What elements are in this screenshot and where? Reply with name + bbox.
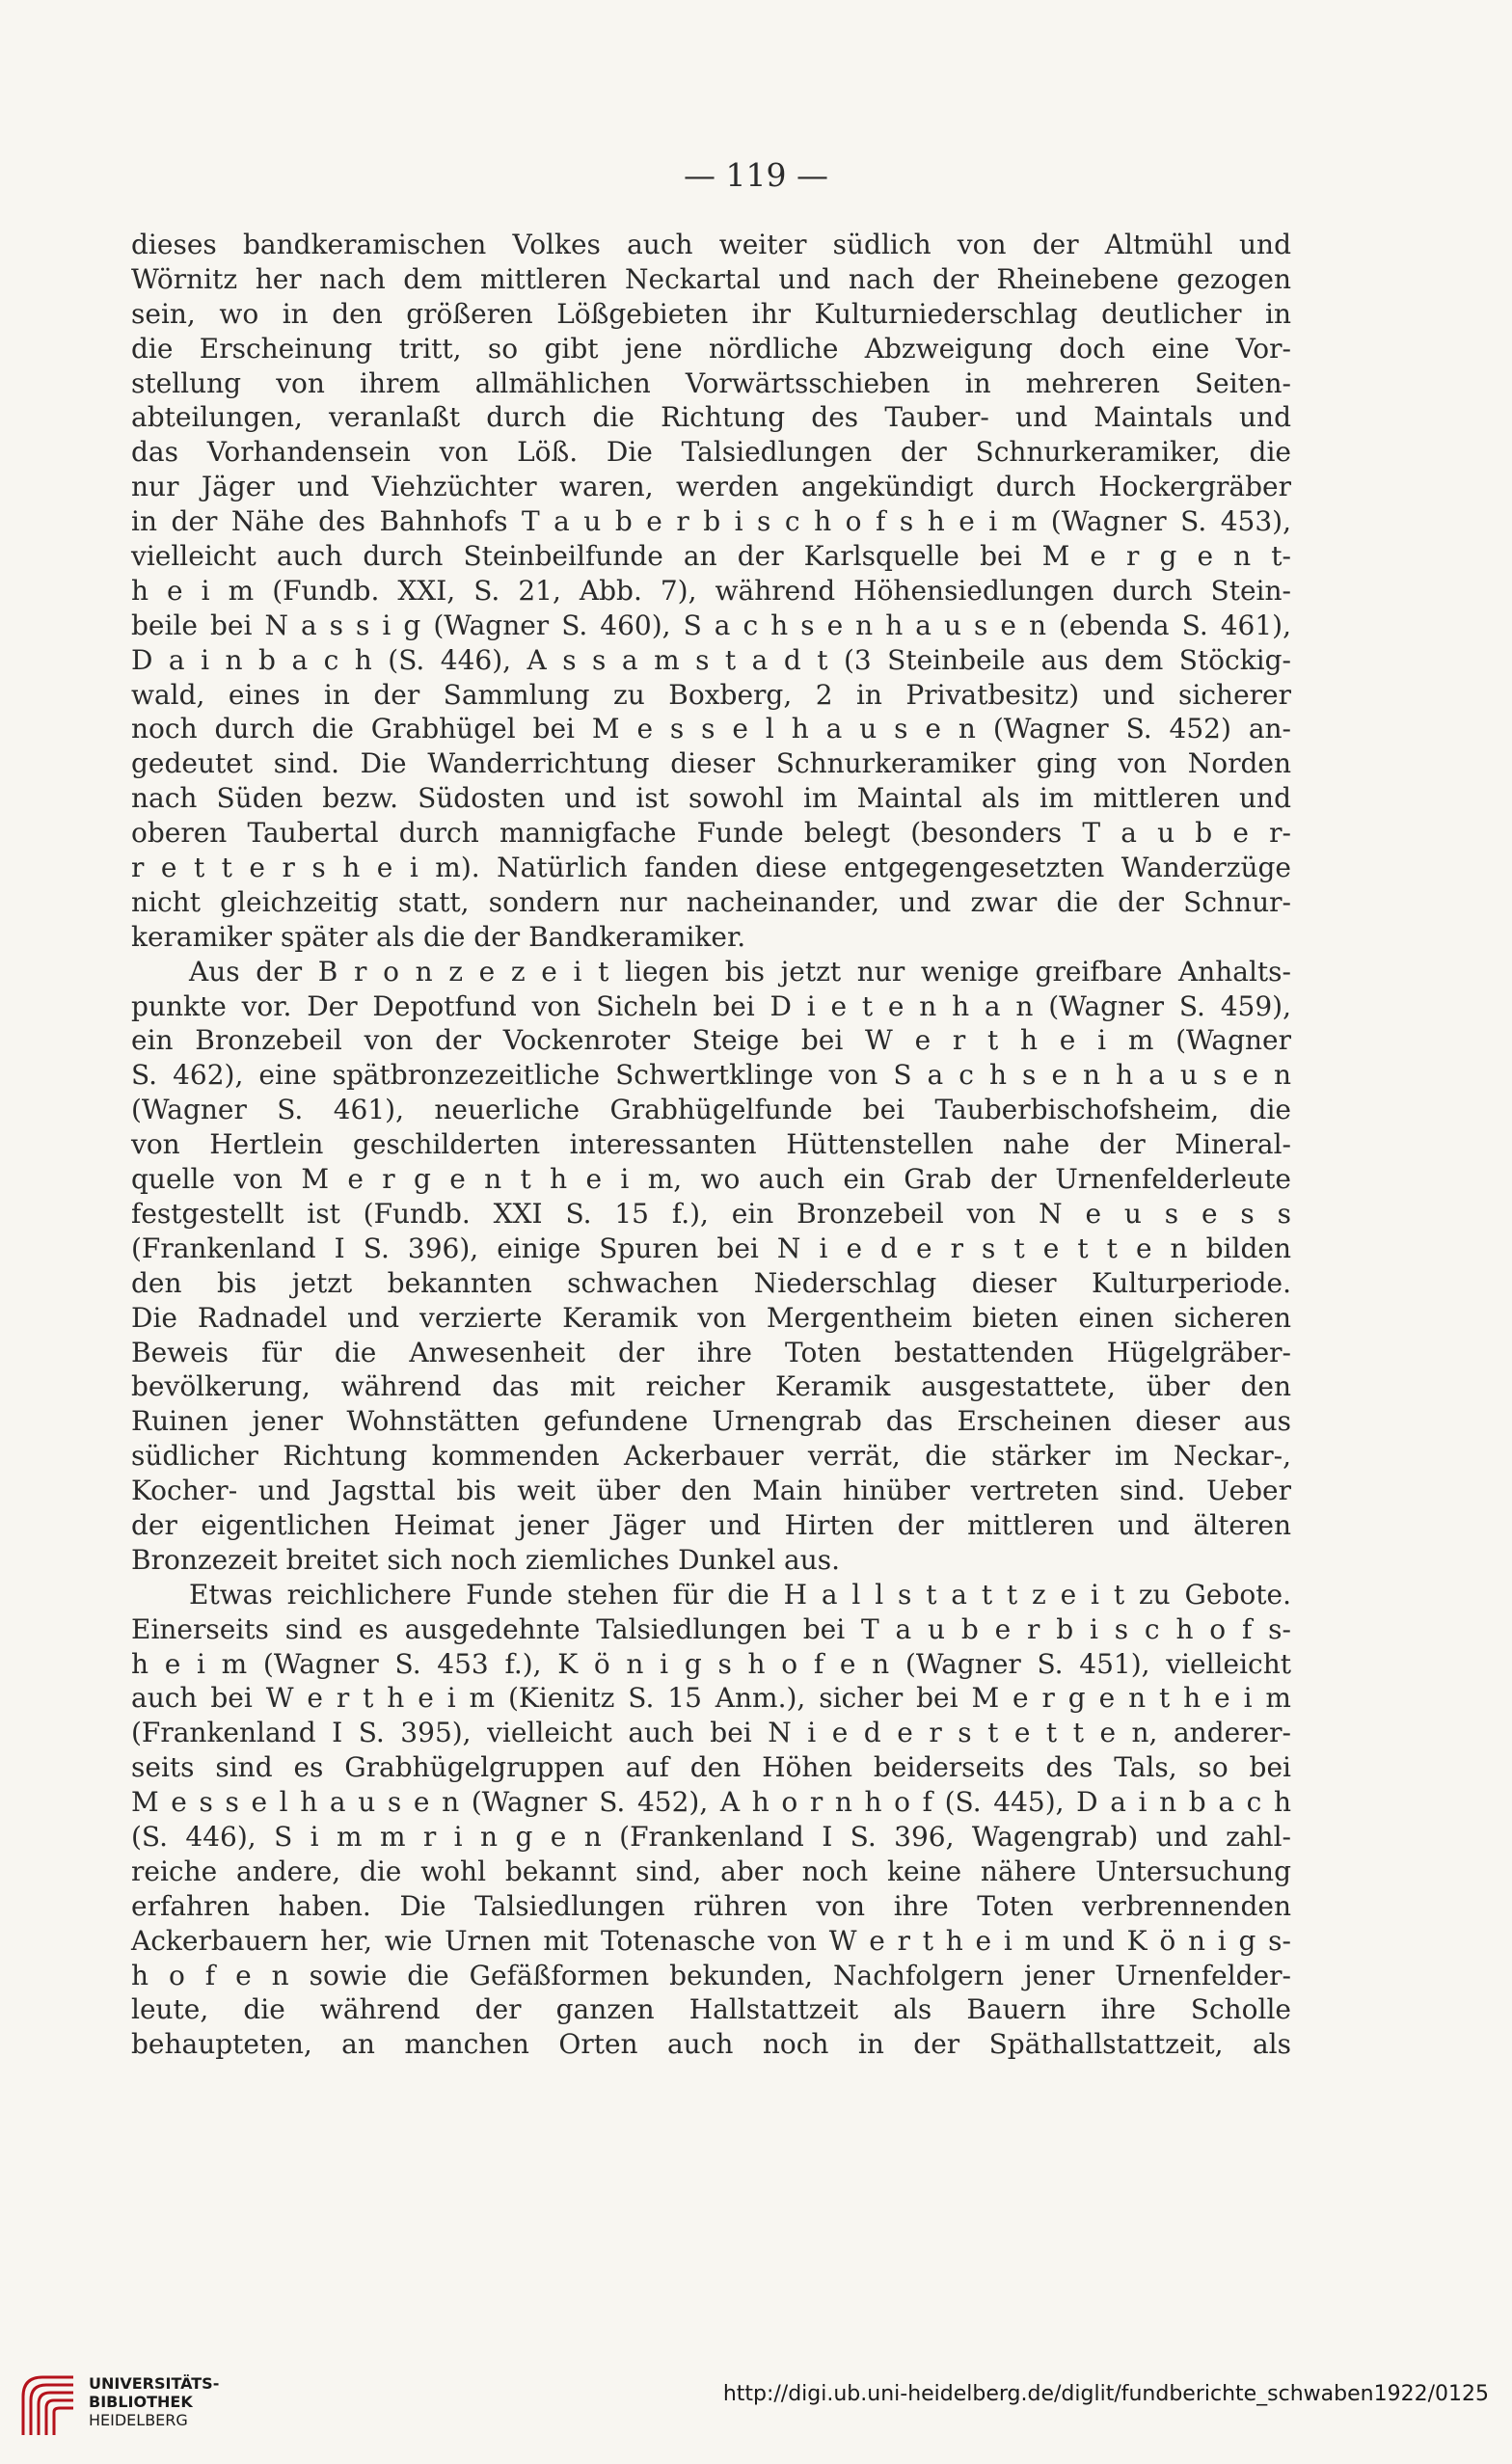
text-line: M e s s e l h a u s e n (Wagner S. 452), A h o r n h o f (S. 445), D a i n b a c h [131, 1786, 1291, 1819]
text-line: die Erscheinung tritt, so gibt jene nördliche Abzweigung doch eine Vor- [131, 332, 1291, 365]
text-line: Kocher- und Jagsttal bis weit über den Main hinüber vertreten sind. Ueber [131, 1475, 1291, 1507]
text-line: r e t t e r s h e i m). Natürlich fanden diese entgegengesetzten Wanderzüge [131, 852, 1291, 884]
text-line: behaupteten, an manchen Orten auch noch in der Späthallstattzeit, als [131, 2028, 1291, 2061]
text-line: keramiker später als die der Bandkeramiker. [131, 920, 746, 953]
text-line: gedeutet sind. Die Wanderrichtung dieser Schnurkeramiker ging von Norden [131, 747, 1291, 780]
text-line: h e i m (Wagner S. 453 f.), K ö n i g s h o f e n (Wagner S. 451), vielleicht [131, 1647, 1291, 1680]
library-name-line: UNIVERSITÄTS- [89, 2374, 220, 2393]
text-line: (Frankenland I S. 395), vielleicht auch bei N i e d e r s t e t t e n, anderer- [131, 1717, 1291, 1749]
text-line: Etwas reichlichere Funde stehen für die H a l l s t a t t z e i t zu Gebote. [189, 1578, 1291, 1611]
text-line: nicht gleichzeitig statt, sondern nur nacheinander, und zwar die der Schnur- [131, 885, 1291, 918]
text-line: bevölkerung, während das mit reicher Keramik ausgestattete, über den [131, 1370, 1291, 1403]
library-name-line: BIBLIOTHEK [89, 2393, 193, 2411]
text-line: dieses bandkeramischen Volkes auch weiter südlich von der Altmühl und [131, 229, 1291, 260]
text-line: stellung von ihrem allmählichen Vorwärtsschieben in mehreren Seiten- [131, 366, 1291, 399]
text-line: nach Süden bezw. Südosten und ist sowohl im Maintal als im mittleren und [131, 782, 1291, 815]
text-line: sein, wo in den größeren Lößgebieten ihr Kulturniederschlag deutlicher in [131, 297, 1291, 330]
page-number: — 119 — [684, 156, 828, 194]
text-line: Die Radnadel und verzierte Keramik von Mergentheim bieten einen sicheren [131, 1301, 1291, 1334]
text-line: Wörnitz her nach dem mittleren Neckartal und nach der Rheinebene gezogen [131, 262, 1291, 295]
text-line: Beweis für die Anwesenheit der ihre Toten bestattenden Hügelgräber- [131, 1336, 1291, 1368]
text-line: (S. 446), S i m m r i n g e n (Frankenland I S. 396, Wagengrab) und zahl- [131, 1820, 1291, 1853]
footer [0, 2353, 1512, 2464]
text-line: h o f e n sowie die Gefäßformen bekunden, Nachfolgern jener Urnenfelder- [131, 1959, 1291, 1991]
text-line: beile bei N a s s i g (Wagner S. 460), S a c h s e n h a u s e n (ebenda S. 461), [131, 609, 1291, 641]
text-line: reiche andere, die wohl bekannt sind, aber noch keine nähere Untersuchung [131, 1855, 1291, 1887]
text-line: (Wagner S. 461), neuerliche Grabhügelfunde bei Tauberbischofsheim, die [131, 1094, 1291, 1126]
text-line: in der Nähe des Bahnhofs T a u b e r b i s c h o f s h e i m (Wagner S. 453), [131, 505, 1291, 538]
text-line: abteilungen, veranlaßt durch die Richtung des Tauber- und Maintals und [131, 401, 1291, 434]
text-line: das Vorhandensein von Löß. Die Talsiedlungen der Schnurkeramiker, die [131, 436, 1291, 469]
text-line: auch bei W e r t h e i m (Kienitz S. 15 Anm.), sicher bei M e r g e n t h e i m [131, 1682, 1291, 1715]
text-line: quelle von M e r g e n t h e i m, wo auch ein Grab der Urnenfelderleute [131, 1163, 1291, 1196]
text-line: erfahren haben. Die Talsiedlungen rühren von ihre Toten verbrennenden [131, 1889, 1291, 1922]
text-line: von Hertlein geschilderten interessanten Hüttenstellen nahe der Mineral- [131, 1128, 1291, 1161]
text-line: Einerseits sind es ausgedehnte Talsiedlungen bei T a u b e r b i s c h o f s- [131, 1612, 1291, 1645]
library-name-line: HEIDELBERG [89, 2411, 188, 2429]
library-name [89, 2374, 219, 2429]
text-line: südlicher Richtung kommenden Ackerbauer verrät, die stärker im Neckar-, [131, 1440, 1291, 1473]
text-line: festgestellt ist (Fundb. XXI S. 15 f.), ein Bronzebeil von N e u s e s s [131, 1197, 1291, 1230]
text-line: vielleicht auch durch Steinbeilfunde an der Karlsquelle bei M e r g e n t- [131, 540, 1291, 573]
text-line: Aus der B r o n z e z e i t liegen bis jetzt nur wenige greifbare Anhalts- [189, 955, 1291, 988]
text-line: den bis jetzt bekannten schwachen Niederschlag dieser Kulturperiode. [131, 1266, 1291, 1299]
text-line: S. 462), eine spätbronzezeitliche Schwertklinge von S a c h s e n h a u s e n [131, 1059, 1291, 1092]
text-line: h e i m (Fundb. XXI, S. 21, Abb. 7), während Höhensiedlungen durch Stein- [131, 574, 1291, 607]
text-line: der eigentlichen Heimat jener Jäger und Hirten der mittleren und älteren [131, 1508, 1291, 1541]
text-line: (Frankenland I S. 396), einige Spuren bei N i e d e r s t e t t e n bilden [131, 1232, 1291, 1264]
text-line: seits sind es Grabhügelgruppen auf den Höhen beiderseits des Tals, so bei [131, 1751, 1291, 1784]
text-line: Bronzezeit breitet sich noch ziemliches Dunkel aus. [131, 1543, 841, 1576]
text-line: leute, die während der ganzen Hallstattzeit als Bauern ihre Scholle [131, 1993, 1291, 2026]
text-line: wald, eines in der Sammlung zu Boxberg, 2 in Privatbesitz) und sicherer [131, 678, 1291, 711]
text-line: ein Bronzebeil von der Vockenroter Steige bei W e r t h e i m (Wagner [131, 1024, 1291, 1057]
text-line: Ackerbauern her, wie Urnen mit Totenasche von W e r t h e i m und K ö n i g s- [131, 1924, 1291, 1957]
text-line: punkte vor. Der Depotfund von Sicheln bei D i e t e n h a n (Wagner S. 459), [131, 989, 1291, 1022]
text-line: D a i n b a c h (S. 446), A s s a m s t a d t (3 Steinbeile aus dem Stöckig- [131, 643, 1291, 676]
text-line: Ruinen jener Wohnstätten gefundene Urnengrab das Erscheinen dieser aus [131, 1405, 1291, 1438]
text-line: oberen Taubertal durch mannigfache Funde belegt (besonders T a u b e r- [131, 817, 1291, 850]
text-line: noch durch die Grabhügel bei M e s s e l h a u s e n (Wagner S. 452) an- [131, 713, 1291, 745]
library-logo-icon [17, 2368, 79, 2441]
body-text [131, 228, 1291, 2062]
text-line: nur Jäger und Viehzüchter waren, werden angekündigt durch Hockergräber [131, 471, 1291, 503]
source-url: http://digi.ub.uni-heidelberg.de/diglit/fundberichte_schwaben1922/0125 [722, 2382, 1489, 2406]
